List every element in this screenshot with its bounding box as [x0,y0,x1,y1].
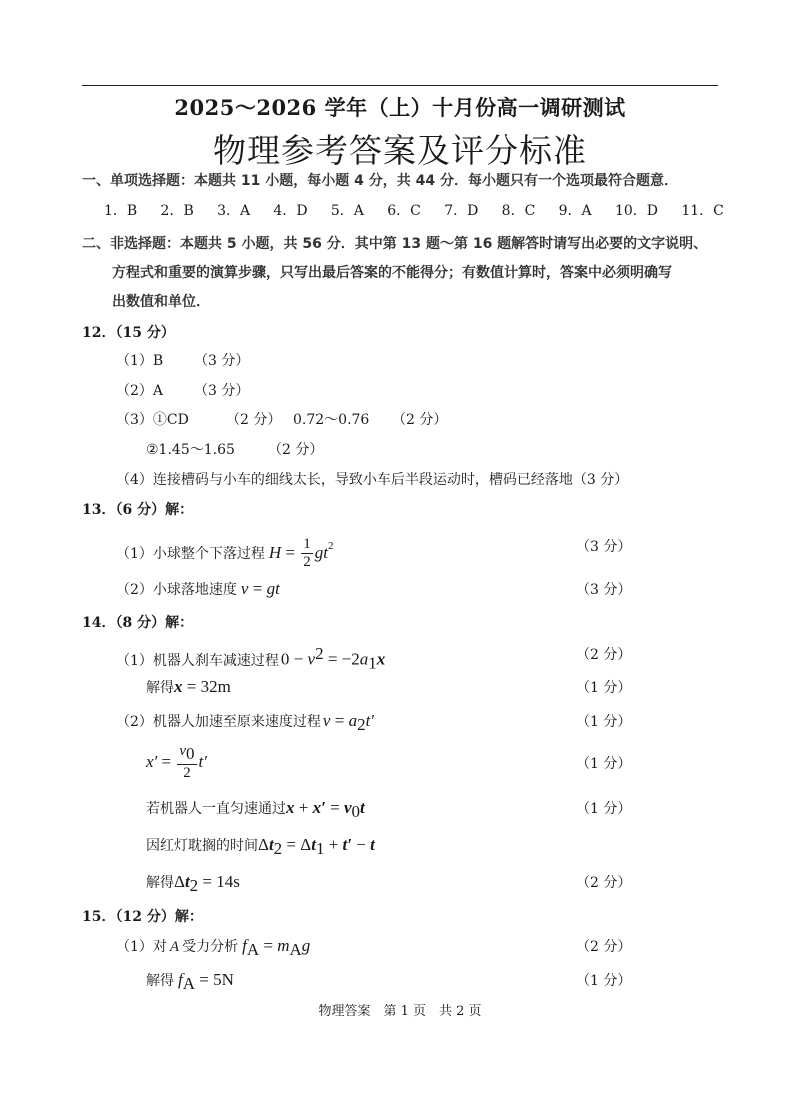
q12-title: 12．（15 分） [82,325,175,341]
q14-part2-delay-formula: $\Delta t_2 = \Delta t_1 + t' - t$ [258,835,375,858]
q12-part1-score: （3 分） [194,353,250,369]
q14-part2-result-score: （2 分） [576,875,632,891]
mc-answer: 6．C [387,203,421,219]
q14-part1-text: （1）机器人刹车减速过程 [116,652,279,669]
q14-part2-uniform [146,798,365,822]
q14-part1-result [146,677,231,697]
q12-part3-score2: （2 分） [392,412,448,428]
q15-part1-result-formula: $f_A = 5N$ [178,970,234,993]
q15-part1-result-score: （1 分） [576,973,632,989]
exam-title: 2025～2026 学年（上）十月份高一调研测试 [174,95,626,120]
q14-part1-formula: $0 - v^2 = -2a_1x$ [280,644,386,673]
q14-part2-score: （1 分） [576,714,632,730]
document-title: 物理参考答案及评分标准 [213,131,587,170]
section1-heading: 一、单项选择题：本题共 11 小题，每小题 4 分，共 44 分．每小题只有一个选项最符合题意． [82,173,678,189]
q14-part2-result-formula: $\Delta t_2 = 14s$ [174,872,240,895]
q12-part4: （4）连接槽码与小车的细线太长，导致小车后半段运动时，槽码已经落地（3 分） [116,472,629,488]
q14-part2-xprime: x′ = $\frac{v_0}{2}$ t′ [146,743,207,781]
mc-answers [104,200,724,220]
q14-title: 14．（8 分）解： [82,615,194,631]
mc-answer: 7．D [444,203,479,219]
section2-heading-line1: 二、非选择题：本题共 5 小题，共 56 分．其中第 13 题～第 16 题解答时请写出必要的文字说明、 [82,236,708,252]
q12-part3-score1: （2 分） [226,412,282,428]
q12-part2-score: （3 分） [194,383,250,399]
section2-heading-line2: 方程式和重要的演算步骤，只写出最后答案的不能得分；有数值计算时，答案中必须明确写 [112,265,672,281]
top-rule [82,85,718,86]
q15-part1-score: （2 分） [576,939,632,955]
q14-part2-result [146,872,240,896]
q15-part1-result-text: 解得 [146,973,174,989]
q13-part2-score: （3 分） [576,582,632,598]
mc-answer: 8．C [501,203,536,219]
q14-part2-delay [146,835,375,859]
q14-part2 [116,711,374,735]
q12-part3b-answer: ②1.45～1.65 [146,442,235,458]
q13-part1 [116,536,334,570]
q12-part2-answer: （2）A [116,383,164,399]
q14-part2-xprime-score: （1 分） [576,756,632,772]
q12-part3-answer: （3）①CD [116,412,189,428]
q15-part1-formula: $f_A = m_Ag$ [242,936,311,959]
q12-part3b-score: （2 分） [268,442,324,458]
page-footer: 物理答案 第 1 页 共 2 页 [318,1004,482,1019]
q12-part1-answer: （1）B [116,353,164,369]
q14-part2-uniform-formula: $x + x' = v_0t$ [286,798,365,821]
q13-part1-formula: H = $\frac{1}{2}$ gt $^2$ [268,536,334,570]
mc-answer: 3．A [217,203,251,219]
mc-answer: 10．D [614,203,659,219]
mc-answer: 5．A [330,203,364,219]
q14-part2-delay-text: 因红灯耽搁的时间 [146,838,258,854]
section2-heading-line3: 出数值和单位． [112,294,210,310]
q14-part2-uniform-score: （1 分） [576,801,632,817]
q13-title: 13．（6 分）解： [82,502,194,518]
q15-part1: （1）对 A 受力分析 $f_A = m_Ag$ [116,936,311,959]
q15-part1-result [146,970,234,994]
mc-answer: 11．C [681,203,724,219]
q15-part1-text2: 受力分析 [182,939,239,955]
q14-part1-result-formula: x = 32m [174,677,231,696]
q14-part1 [116,644,385,673]
q15-part1-text: （1）对 [116,939,167,955]
mc-answer: 4．D [273,203,308,219]
q13-part1-text: （1）小球整个下落过程 [116,546,265,562]
mc-answer: 9．A [558,203,592,219]
q13-part1-score: （3 分） [576,539,632,555]
q14-part1-score: （2 分） [576,647,632,663]
mc-answer: 2．B [160,203,194,219]
q13-part2-text: （2）小球落地速度 [116,582,237,598]
q14-part1-result-score: （1 分） [576,680,632,696]
q14-part1-result-text: 解得 [146,680,174,696]
q15-title: 15．（12 分）解： [82,909,203,925]
mc-answer: 1．B [104,203,138,219]
q14-part2-result-text: 解得 [146,875,174,891]
q13-part2-formula: v = gt [240,579,280,598]
q12-part3-range: 0.72～0.76 [293,412,370,428]
q14-part2-uniform-text: 若机器人一直匀速通过 [146,801,286,817]
q14-part2-formula: $v = a_2t'$ [322,711,375,734]
q14-part2-text: （2）机器人加速至原来速度过程 [116,714,321,730]
q13-part2 [116,579,280,599]
